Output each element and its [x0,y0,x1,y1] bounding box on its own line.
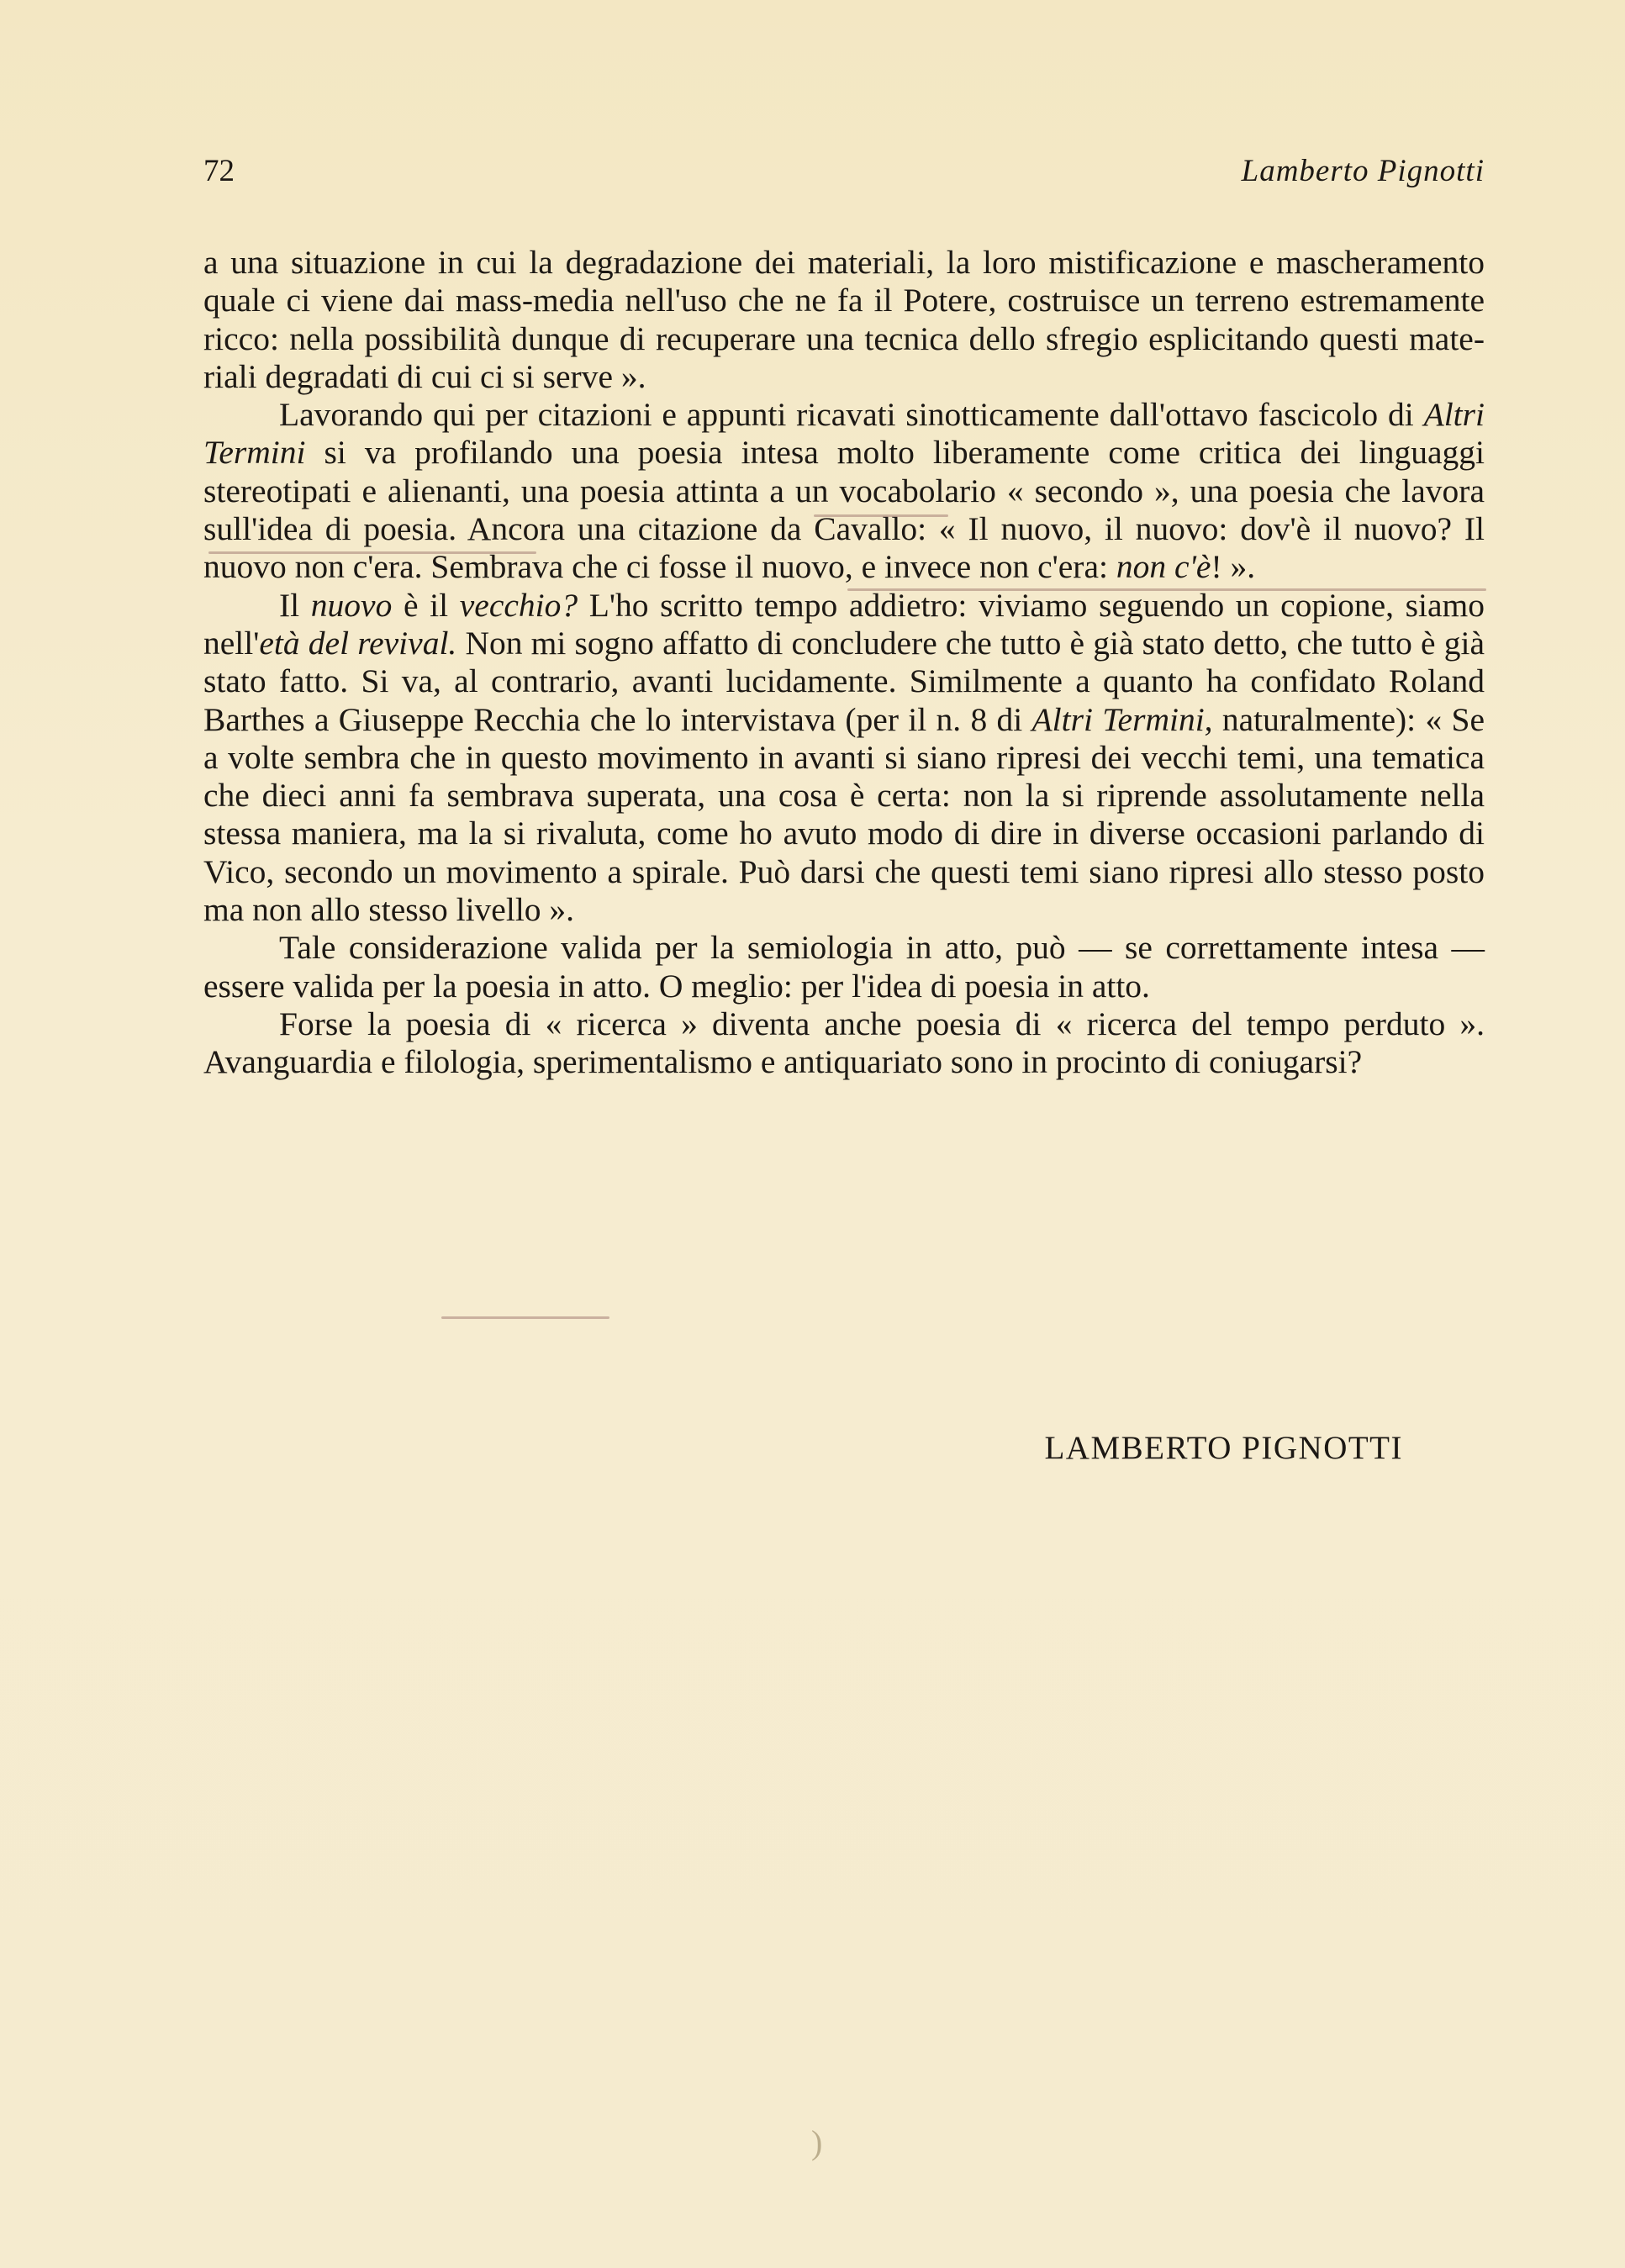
pencil-underline [847,588,1486,591]
running-head: Lamberto Pignotti [1241,154,1485,188]
text-span: naturalmente): « Se a volte sembra che in questo movimento in avanti si siano ripresi dei vecchi temi, una tematica che dieci anni fa sembrava superata, una cosa è certa: non la si riprende assolutamente nella stessa maniera, ma la si rivaluta, come ho avuto modo di dire in diverse occasioni parlando di Vico, secondo un movimento a spirale. Può darsi che questi temi siano ripresi allo stesso posto ma non allo stesso livello ». [203,700,1485,929]
paragraph-2 [203,396,1485,586]
emphasis: non c'è [1116,548,1211,586]
emphasis: nuovo [310,586,393,624]
pencil-underline [208,551,536,554]
text-span: si va profilando una poesia intesa molto liberamente come critica dei linguaggi stereotipati e alienanti, una poesia attinta a un vocabolario « secondo », una poesia che lavora sull'idea di poesia. Ancora una citazione da Cavallo: « Il nuovo, il nuovo: dov'è il nuovo? Il nuovo non c'era. Sembrava che ci fosse il nuovo, e invece non c'era: [203,434,1485,586]
pencil-underline [441,1316,609,1319]
emphasis: età del revival. [259,624,457,662]
paragraph-4: Tale considerazione valida per la semiologia in atto, può — se correttamente intesa — essere valida per la poesia in atto. O meglio: per l'idea di poesia in atto. [203,929,1485,1005]
paragraph-3 [203,587,1485,930]
text-span: ! ». [1211,548,1256,586]
pencil-underline [814,514,948,517]
page-header [203,153,1485,195]
text-span: è il [392,586,460,624]
text-span: Il [279,586,311,624]
text-span: Non mi sogno affatto di concludere che tutto è già stato detto, che tutto è già stato fatto. Si va, al contrario, avanti lucidamente. Similmente a quanto ha confidato Roland Barthes a Giuseppe Recchia che lo intervistava (per il n. 8 di [203,624,1485,738]
body-text [203,244,1485,1082]
paragraph-1: a una situazione in cui la degradazione dei materiali, la loro mistificazione e mascheramento quale ci viene dai mass-media nell'uso che ne fa il Potere, costruisce un terreno estremamente ricco: nella possibilità dunque di recuperare una tecnica dello sfregio esplicitando questi materiali degradati di cui ci si serve ». [203,244,1485,395]
author-signature: LAMBERTO PIGNOTTI [1044,1430,1403,1466]
paragraph-5: Forse la poesia di « ricerca » diventa anche poesia di « ricerca del tempo perduto ». Avanguardia e filologia, sperimentalismo e antiquariato sono in procinto di coniugarsi? [203,1005,1485,1081]
journal-title: Altri Termini [203,396,1485,472]
pencil-mark-icon: ) [811,2123,823,2161]
journal-title: Altri Termini, [1031,700,1213,738]
page-number: 72 [203,154,235,188]
text-span: L'ho scritto tempo addietro: viviamo seguendo un copione, siamo nell' [203,586,1485,662]
emphasis: vecchio? [459,586,578,624]
text-span: Lavorando qui per citazioni e appunti ricavati sinotticamente dall'ottavo fascicolo di [279,396,1424,434]
